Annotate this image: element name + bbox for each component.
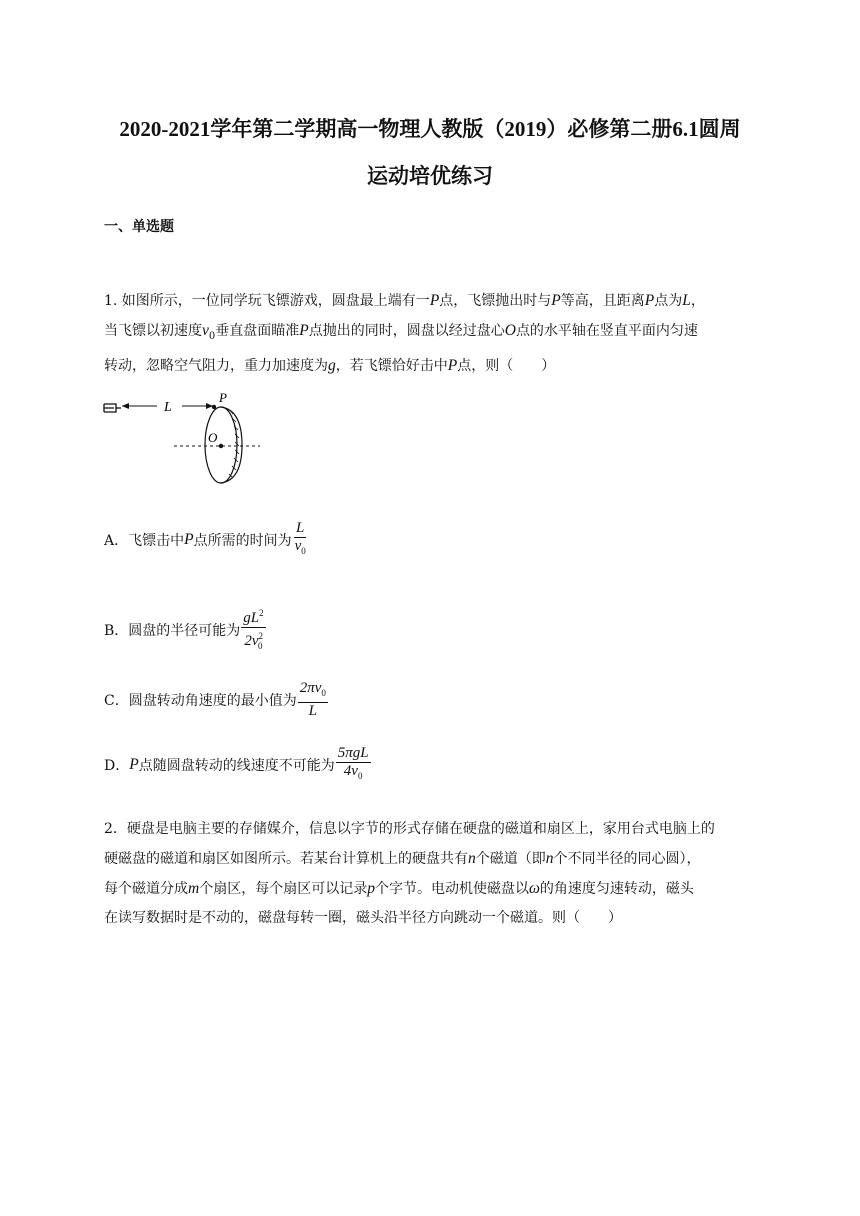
- fraction-b: $\frac{gL^2}{2v^2_0}$: [241, 605, 265, 655]
- q2-text: 在读写数据时是不动的，磁盘每转一圈，磁头沿半径方向跳动一个磁道。则（ ）: [104, 910, 622, 926]
- q1-text: 点的水平轴在竖直平面内匀速: [515, 323, 698, 339]
- point-p: [212, 405, 216, 409]
- var-p: P: [429, 292, 440, 309]
- var-o: O: [504, 322, 516, 339]
- var-p: P: [644, 292, 655, 309]
- label-p: P: [219, 390, 227, 405]
- q2-text: 2．硬盘是电脑主要的存储媒介，信息以字节的形式存储在硬盘的磁道和扇区上，家用台式电脑上的: [104, 821, 715, 837]
- arrow-left-icon: [122, 403, 129, 409]
- var-p: P: [299, 322, 309, 339]
- var-l: L: [682, 292, 691, 309]
- question-1: 1. 如图所示，一位同学玩飞镖游戏，圆盘最上端有一P点，飞镖抛出时与P等高，且距离P点为L， 当飞镖以初速度$v_0$垂直盘面瞄准P点抛出的同时，圆盘以经过盘心O点的水平轴在竖直平面内匀速 转动，忽略空气阻力，重力加速度为g，若飞镖恰好击中P点，则（ ）: [104, 292, 705, 374]
- question-2: 2．硬盘是电脑主要的存储媒介，信息以字节的形式存储在硬盘的磁道和扇区上，家用台式电脑上的 硬磁盘的磁道和扇区如图所示。若某台计算机上的硬盘共有n个磁道（即n个不同半径的同心圆）， 每个磁道分成m个扇区，每个扇区可以记录p个字节。电动机使磁盘以ω的角速度匀速转动，磁头 在读写数据时是不动的，磁盘每转一圈，磁头沿半径方向跳动一个磁道。则（ ）: [104, 815, 764, 933]
- var-p: P: [551, 292, 561, 309]
- fraction-d: $\frac{\text{5πgL}}{4v_0}$: [337, 745, 369, 781]
- option-b[interactable]: B．圆盘的半径可能为 $\frac{gL^2}{2v^2_0}$: [104, 605, 266, 655]
- q1-text: 点为: [654, 293, 683, 309]
- var-m: m: [188, 880, 200, 897]
- section-heading: 一、单选题: [104, 219, 174, 235]
- q1-text: 1. 如图所示，一位同学玩飞镖游戏，圆盘最上端有一: [104, 293, 430, 309]
- q1-text: 垂直盘面瞄准: [215, 323, 300, 339]
- var-p: P: [447, 356, 458, 374]
- arrow-right-icon: [206, 403, 213, 409]
- q1-text: 点，飞镖抛出时与: [439, 293, 552, 309]
- var-v-sub: 0: [208, 330, 216, 342]
- option-c[interactable]: C．圆盘转动角速度的最小值为 $\frac{2\pi v_0}{L}$: [104, 680, 326, 719]
- fraction-c: $\frac{2\pi v_0}{L}$: [299, 680, 326, 719]
- var-v: v: [202, 322, 209, 339]
- var-n: n: [545, 850, 554, 867]
- var-omega: ω: [528, 880, 540, 897]
- q1-text: 点，则（ ）: [457, 357, 556, 374]
- var-g: g: [328, 356, 336, 374]
- q1-text: 点抛出的同时，圆盘以经过盘心: [308, 323, 505, 339]
- center-point: [219, 444, 223, 448]
- dart-disc-figure: [102, 390, 272, 490]
- dart-icon: [104, 404, 121, 412]
- q1-text: 等高，且距离: [560, 293, 645, 309]
- q1-text: 当飞镖以初速度: [104, 323, 202, 339]
- fraction-a: $\frac{L}{v_0}$: [294, 520, 306, 556]
- label-l: L: [164, 400, 172, 415]
- q1-text: 转动，忽略空气阻力，重力加速度为: [104, 357, 328, 374]
- var-n: n: [468, 850, 476, 867]
- option-a[interactable]: A．飞镖击中 P 点所需的时间为 $\frac{L}{v_0}$: [104, 520, 308, 560]
- option-d[interactable]: D． P 点随圆盘转动的线速度不可能为 $\frac{\text{5πgL}}{4v_0}$: [104, 745, 371, 785]
- label-o: O: [208, 430, 218, 445]
- q1-text: ，若飞镖恰好击中: [335, 357, 448, 374]
- doc-title-line1: 2020-2021学年第二学期高一物理人教版（2019）必修第二册6.1圆周: [119, 117, 741, 141]
- doc-title-line2: 运动培优练习: [367, 164, 493, 188]
- var-p-lower: p: [367, 880, 375, 897]
